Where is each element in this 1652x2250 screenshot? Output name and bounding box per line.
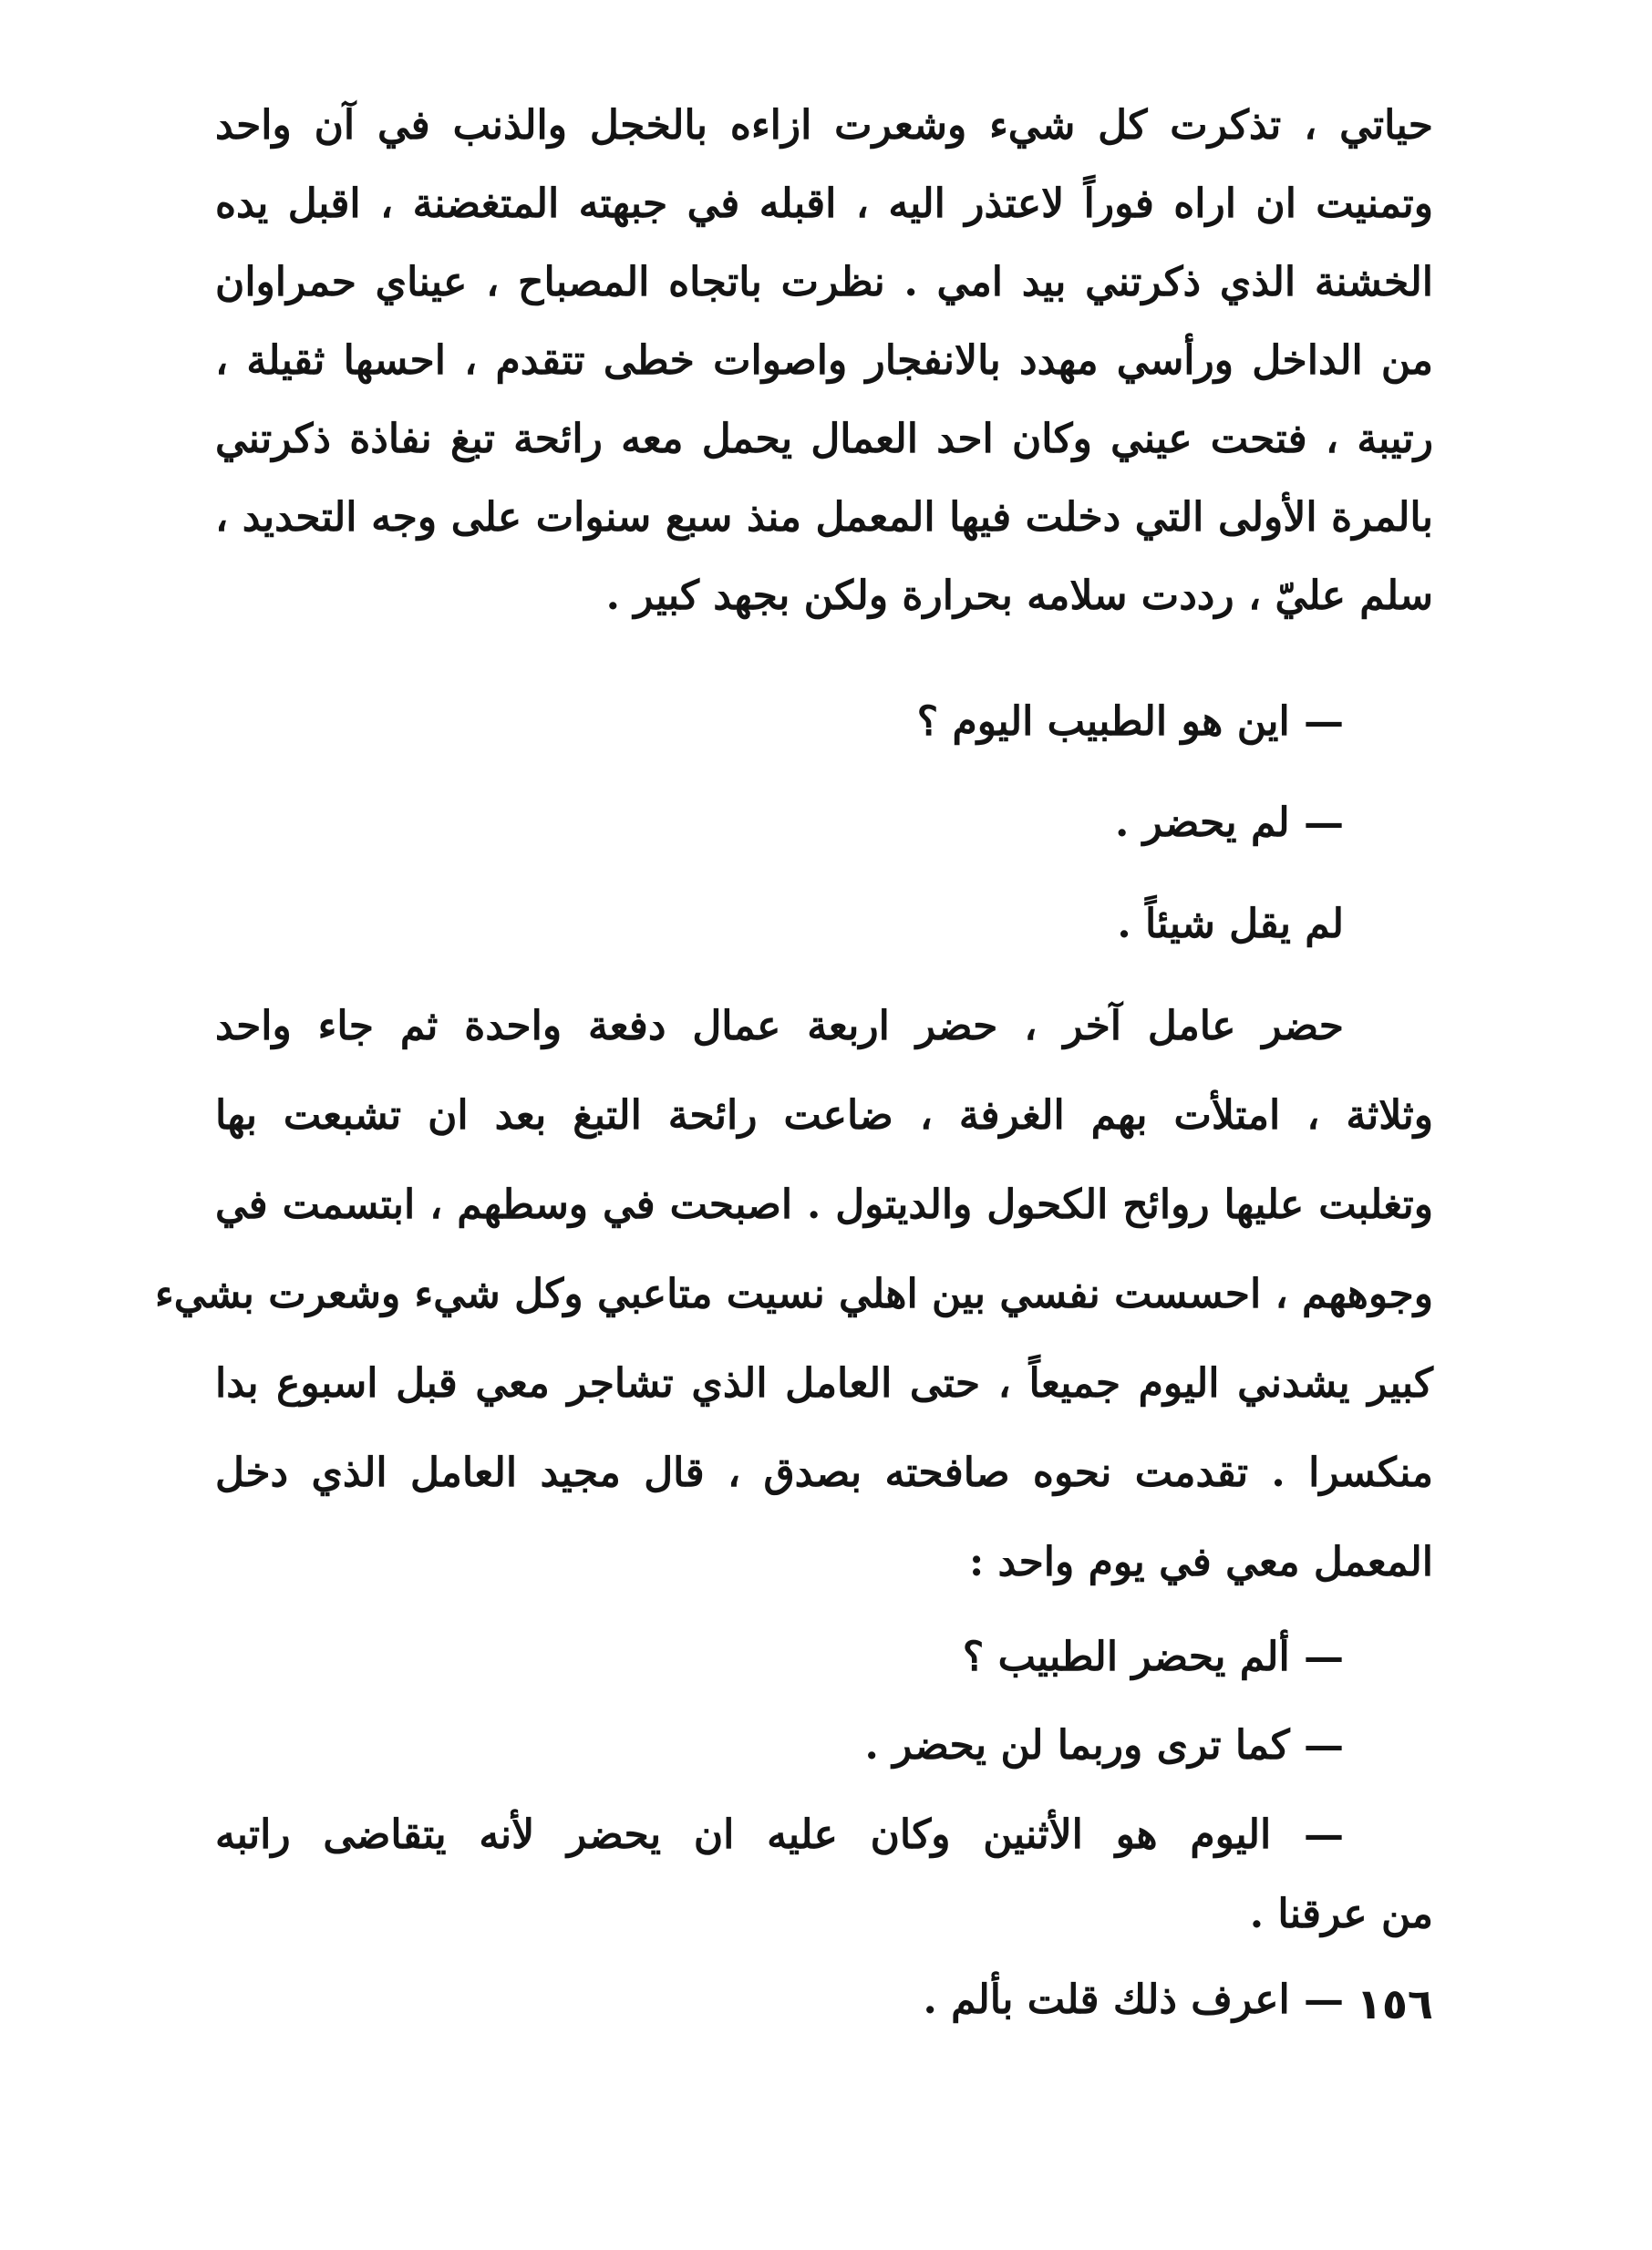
text-line: من الداخل ورأسي مهدد بالانفجار واصوات خطى تتقدم ، احسها ثقيلة ،: [215, 337, 1433, 384]
dialogue-line: — اعرف ذلك قلت بألم .: [923, 1976, 1344, 2023]
text-line: حضر عامل آخر ، حضر اربعة عمال دفعة واحدة ثم جاء واحد: [215, 1003, 1344, 1049]
text-line: وتغلبت عليها روائح الكحول والديتول . اصبحت في وسطهم ، ابتسمت في: [215, 1182, 1433, 1228]
text-line: وثلاثة ، امتلأت بهم الغرفة ، ضاعت رائحة التبغ بعد ان تشبعت بها: [215, 1092, 1433, 1139]
dialogue-line: — اليوم هو الأثنين وكان عليه ان يحضر لأنه يتقاضى راتبه: [215, 1811, 1344, 1858]
text-line: من عرقنا .: [1249, 1891, 1433, 1937]
text-line: وجوههم ، احسست نفسي بين اهلي نسيت متاعبي وكل شيء وشعرت بشيء: [155, 1271, 1433, 1317]
text-line: وتمنيت ان اراه فوراً لاعتذر اليه ، اقبله في جبهته المتغضنة ، اقبل يده: [215, 181, 1433, 227]
text-line: الخشنة الذي ذكرتني بيد امي . نظرت باتجاه المصباح ، عيناي حمراوان: [215, 259, 1433, 305]
text-line: بالمرة الأولى التي دخلت فيها المعمل منذ سبع سنوات على وجه التحديد ،: [215, 494, 1433, 541]
text-line: المعمل معي في يوم واحد :: [968, 1539, 1433, 1585]
text-line: رتيبة ، فتحت عيني وكان احد العمال يحمل معه رائحة تبغ نفاذة ذكرتني: [215, 416, 1433, 462]
text-line: لم يقل شيئاً .: [1117, 901, 1344, 947]
text-line: منكسرا . تقدمت نحوه صافحته بصدق ، قال مجيد العامل الذي دخل: [215, 1450, 1433, 1496]
text-line: حياتي ، تذكرت كل شيء وشعرت ازاءه بالخجل والذنب في آن واحد: [215, 102, 1433, 149]
dialogue-line: — اين هو الطبيب اليوم ؟: [916, 698, 1344, 745]
dialogue-line: — ألم يحضر الطبيب ؟: [962, 1634, 1344, 1680]
page-number: ١٥٦: [1356, 1979, 1433, 2028]
dialogue-line: — لم يحضر .: [1114, 800, 1344, 846]
text-line: سلم عليّ ، رددت سلامه بحرارة ولكن بجهد كبير .: [605, 573, 1433, 619]
text-line: كبير يشدني اليوم جميعاً ، حتى العامل الذي تشاجر معي قبل اسبوع بدا: [215, 1360, 1433, 1407]
dialogue-line: — كما ترى وربما لن يحضر .: [864, 1722, 1344, 1769]
